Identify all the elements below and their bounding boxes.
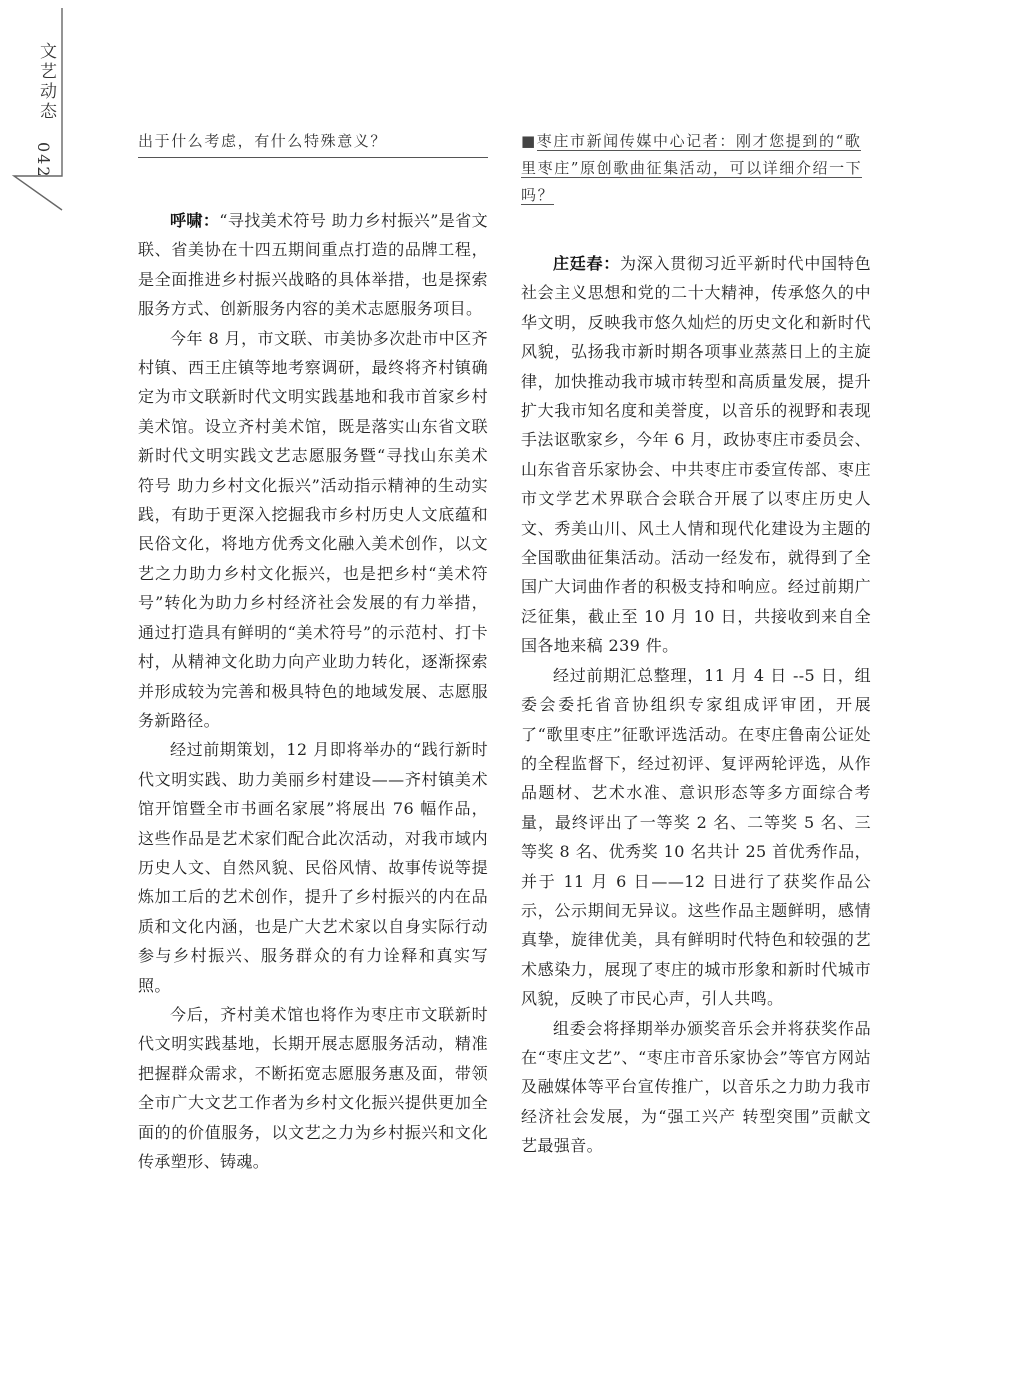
page-number: 042	[34, 142, 53, 179]
left-speaker-name: 呼啸：	[170, 211, 220, 230]
right-column	[521, 128, 871, 1161]
left-paragraph-4: 今后，齐村美术馆也将作为枣庄市文联新时代文明实践基地，长期开展志愿服务活动，精准把握群众需求，不断拓宽志愿服务惠及面，带领全市广大文艺工作者为乡村文化振兴提供更加全面的的价值服务，以文艺之力为乡村振兴和文化传承塑形、铸魂。	[138, 1004, 488, 1171]
right-speaker-name: 庄廷春：	[553, 254, 621, 273]
right-paragraph-2: 经过前期汇总整理，11 月 4 日 --5 日，组委会委托省音协组织专家组成评审团，开展了“歌里枣庄”征歌评选活动。在枣庄鲁南公证处的全程监督下，经过初评、复评两轮评选，从作品题材、艺术水准、意识形态等多方面综合考量，最终评出了一等奖 2 名、二等奖 5 名、三等奖 8 名、优秀奖 10 名共计 25 首优秀作品，并于 11 月 6 日——12 日进行了获奖作品公示，公示期间无异议。这些作品主题鲜明，感情真挚，旋律优美，具有鲜明时代特色和较强的艺术感染力，展现了枣庄的城市形象和新时代城市风貌，反映了市民心声，引人共鸣。	[521, 665, 871, 1009]
right-paragraph-1-text: 为深入贯彻习近平新时代中国特色社会主义思想和党的二十大精神，传承悠久的中华文明，反映我市悠久灿烂的历史文化和新时代风貌，弘扬我市新时期各项事业蒸蒸日上的主旋律，加快推动我市城市转型和高质量发展，提升扩大我市知名度和美誉度，以音乐的视野和表现手法讴歌家乡，今年 6 月，政协枣庄市委员会、山东省音乐家协会、中共枣庄市委宣传部、枣庄市文学艺术界联合会联合开展了以枣庄历史人文、秀美山川、风土人情和现代化建设为主题的全国歌曲征集活动。活动一经发布，就得到了全国广大词曲作者的积极支持和响应。经过前期广泛征集，截止至 10 月 10 日，共接收到来自全国各地来稿 239 件。	[521, 254, 871, 656]
left-column	[138, 128, 488, 1176]
left-paragraph-2: 今年 8 月，市文联、市美协多次赴市中区齐村镇、西王庄镇等地考察调研，最终将齐村镇确定为市文联新时代文明实践基地和我市首家乡村美术馆。设立齐村美术馆，既是落实山东省文联新时代文明实践文艺志愿服务暨“寻找山东美术符号 助力乡村文化振兴”活动指示精神的生动实践，有助于更深入挖掘我市乡村历史人文底蕴和民俗文化，将地方优秀文化融入美术创作，以文艺之力助力乡村文化振兴，也是把乡村“美术符号”转化为助力乡村经济社会发展的有力举措，通过打造具有鲜明的“美术符号”的示范村、打卡村，从精神文化助力向产业助力转化，逐渐探索并形成较为完善和极具特色的地域发展、志愿服务新路径。	[138, 328, 488, 730]
left-paragraph-1-text: “寻找美术符号 助力乡村振兴”是省文联、省美协在十四五期间重点打造的品牌工程，是全面推进乡村振兴战略的具体举措，也是探索服务方式、创新服务内容的美术志愿服务项目。	[138, 211, 488, 319]
section-title: 文艺动态	[36, 42, 56, 122]
left-paragraph-1	[138, 206, 488, 324]
right-question-text: 枣庄市新闻传媒中心记者：刚才您提到的“歌里枣庄”原创歌曲征集活动，可以详细介绍一下吗？	[521, 132, 863, 204]
page-sidebar	[0, 0, 66, 215]
left-question-text: 出于什么考虑，有什么特殊意义？	[138, 132, 388, 150]
question-marker-square: ■	[521, 132, 537, 150]
left-paragraph-3: 经过前期策划，12 月即将举办的“践行新时代文明实践、助力美丽乡村建设——齐村镇美术馆开馆暨全市书画名家展”将展出 76 幅作品，这些作品是艺术家们配合此次活动，对我市域内历史人文、自然风貌、民俗风情、故事传说等提炼加工后的艺术创作，提升了乡村振兴的内在品质和文化内涵，也是广大艺术家以自身实际行动参与乡村振兴、服务群众的有力诠释和真实写照。	[138, 740, 488, 995]
left-question	[138, 128, 488, 158]
right-paragraph-1	[521, 249, 871, 661]
right-question	[521, 128, 871, 211]
right-paragraph-3: 组委会将择期举办颁奖音乐会并将获奖作品在“枣庄文艺”、“枣庄市音乐家协会”等官方网站及融媒体等平台宣传推广，以音乐之力助力我市经济社会发展，为“强工兴产 转型突围”贡献文艺最强音。	[521, 1018, 871, 1156]
